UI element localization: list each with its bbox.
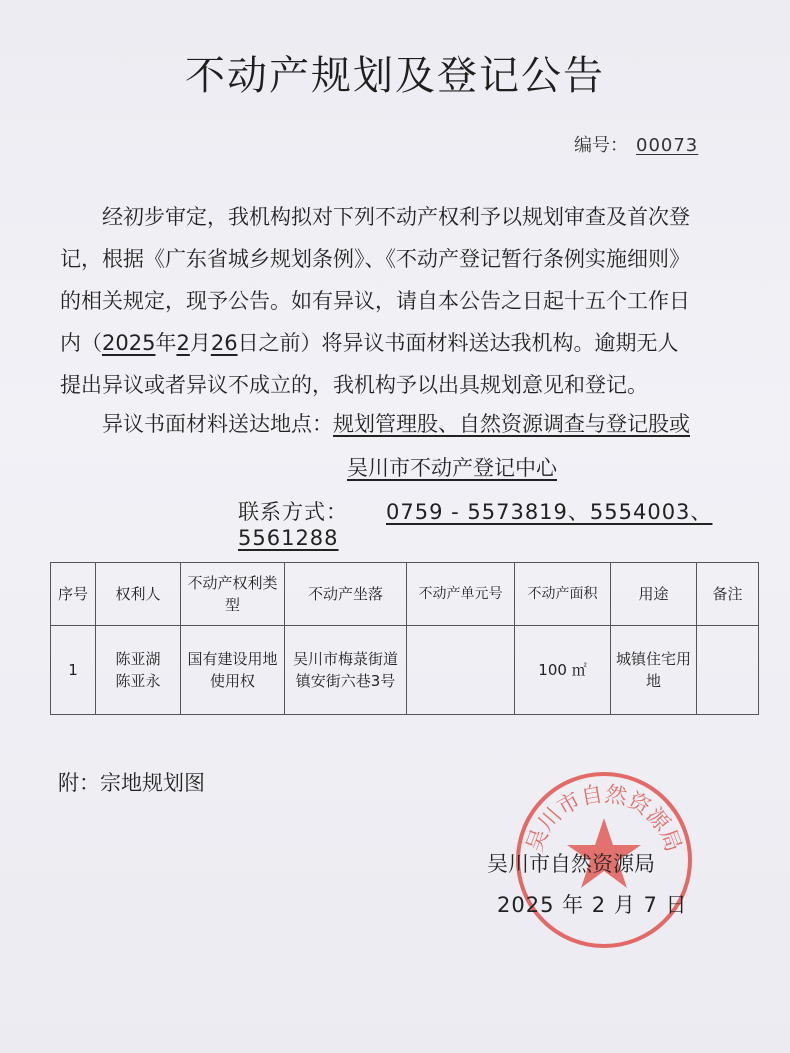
seal-text-path: 吴川市自然资源局 [522, 782, 686, 856]
deadline-day: 26 [210, 331, 238, 355]
body-line-5: 提出异议或者异议不成立的，我机构予以出具规划意见和登记。 [60, 373, 648, 397]
body-line-1: 经初步审定，我机构拟对下列不动产权利予以规划审查及首次登 [102, 205, 690, 229]
deadline-prefix: 内（ [60, 331, 102, 355]
deadline-month: 2 [176, 331, 190, 355]
header-cell-remark: 备注 [697, 563, 759, 626]
cell-holder [96, 626, 181, 715]
header-cell-no: 序号 [51, 563, 96, 626]
page-title: 不动产规划及登记公告 [185, 53, 605, 99]
property-table [50, 562, 759, 715]
holder-name-1: 陈亚湖 [115, 650, 161, 668]
issue-date: 2025 年 2 月 7 日 [497, 893, 688, 917]
objection-address [102, 408, 690, 438]
cell-usage: 城镇住宅用地 [611, 626, 697, 715]
header-cell-location: 不动产坐落 [285, 563, 407, 626]
holder-name-2: 陈亚永 [115, 672, 161, 690]
body-line-2: 记，根据《广东省城乡规划条例》、《不动产登记暂行条例实施细则》 [60, 247, 690, 271]
cell-no: 1 [51, 626, 96, 715]
deadline-month-unit: 月 [189, 331, 211, 355]
header-cell-usage: 用途 [611, 563, 697, 626]
contact-label: 联系方式： [238, 500, 348, 524]
cell-area: 100 ㎡ [515, 626, 611, 715]
document-number-label: 编号： [574, 135, 628, 156]
table-header-row [51, 563, 759, 626]
header-cell-holder: 权利人 [96, 563, 181, 626]
header-cell-right-type: 不动产权利类型 [181, 563, 285, 626]
document-number [574, 131, 698, 157]
document-number-value: 00073 [636, 135, 699, 156]
contact-phone-numbers: 0759 - 5573819、5554003、5561288 [238, 500, 713, 550]
objection-address-label: 异议书面材料送达地点： [102, 412, 333, 436]
header-cell-unit-no: 不动产单元号 [407, 563, 515, 626]
notice-body [60, 196, 750, 406]
deadline-year: 2025 [102, 331, 156, 355]
cell-remark [697, 626, 759, 715]
cell-unit-no [407, 626, 515, 715]
contact-info [238, 496, 790, 550]
cell-right-type: 国有建设用地使用权 [181, 626, 285, 715]
objection-address-line-2: 吴川市不动产登记中心 [347, 456, 557, 480]
header-cell-area: 不动产面积 [515, 563, 611, 626]
body-line-4 [60, 322, 750, 364]
objection-address-line-1: 规划管理股、自然资源调查与登记股或 [333, 412, 690, 436]
objection-address-continued [347, 452, 557, 482]
table-row [51, 626, 759, 715]
attachment-note: 附：宗地规划图 [58, 771, 205, 795]
deadline-year-unit: 年 [155, 331, 177, 355]
cell-location: 吴川市梅菉街道镇安街六巷3号 [285, 626, 407, 715]
deadline-suffix: 日之前）将异议书面材料送达我机构。逾期无人 [237, 331, 679, 355]
body-line-3: 的相关规定，现予公告。如有异议，请自本公告之日起十五个工作日 [60, 289, 690, 313]
issuing-authority: 吴川市自然资源局 [487, 852, 655, 876]
